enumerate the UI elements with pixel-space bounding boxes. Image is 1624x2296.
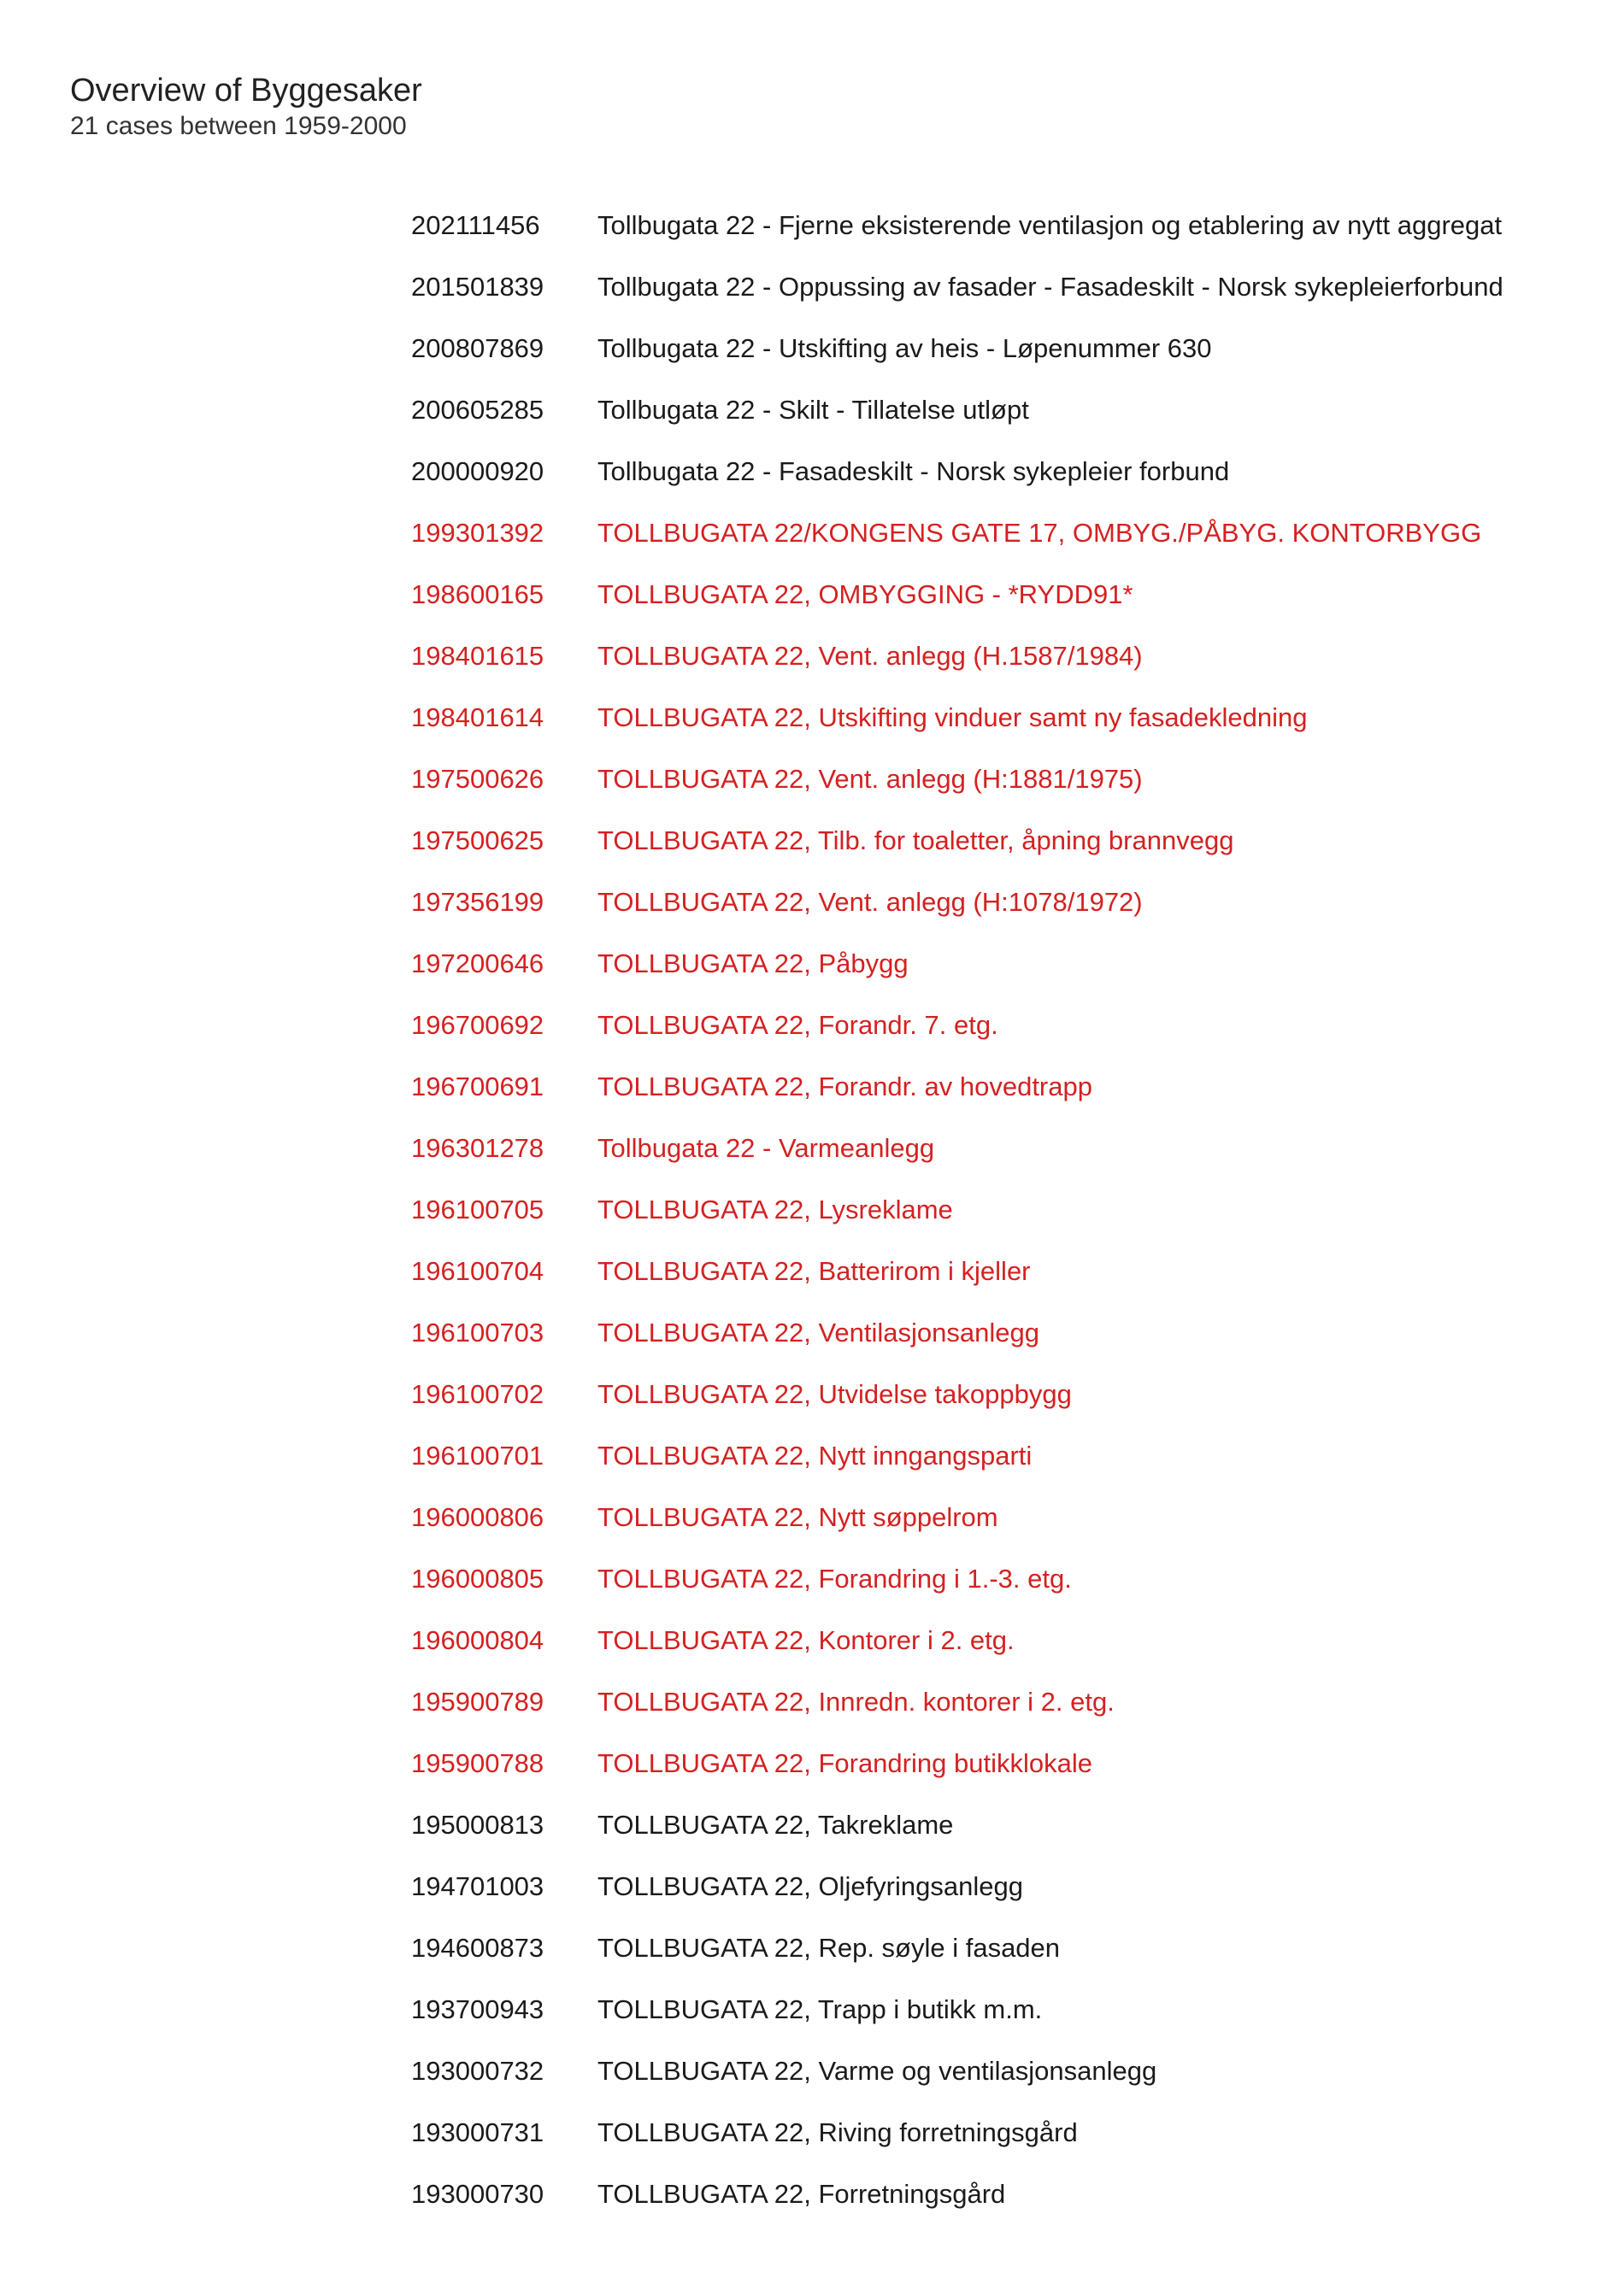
- case-id: 194600873: [411, 1933, 544, 1963]
- case-description: TOLLBUGATA 22, Forandring i 1.-3. etg.: [597, 1564, 1072, 1594]
- case-id: 193000731: [411, 2117, 544, 2147]
- case-row: [411, 1364, 1556, 1425]
- case-row: [411, 318, 1556, 379]
- case-row: [411, 1671, 1556, 1733]
- case-description: TOLLBUGATA 22, Vent. anlegg (H:1078/1972): [597, 887, 1143, 917]
- case-row: [411, 687, 1556, 749]
- case-row: [411, 1302, 1556, 1364]
- case-id: 196700691: [411, 1072, 544, 1101]
- case-description: TOLLBUGATA 22, Batterirom i kjeller: [597, 1256, 1031, 1286]
- case-row: [411, 1179, 1556, 1241]
- case-description: TOLLBUGATA 22, Nytt inngangsparti: [597, 1441, 1033, 1471]
- case-description: TOLLBUGATA 22, Utskifting vinduer samt ny fasadekledning: [597, 702, 1308, 732]
- case-description: TOLLBUGATA 22, Takreklame: [597, 1810, 954, 1840]
- case-id: 196000804: [411, 1625, 544, 1655]
- case-description: TOLLBUGATA 22, Utvidelse takoppbygg: [597, 1379, 1072, 1409]
- case-id: 197356199: [411, 887, 544, 917]
- case-description: Tollbugata 22 - Oppussing av fasader - Fasadeskilt - Norsk sykepleierforbund: [597, 272, 1503, 302]
- case-row: [411, 995, 1556, 1056]
- case-description: TOLLBUGATA 22, Tilb. for toaletter, åpning brannvegg: [597, 825, 1234, 855]
- case-id: 193000732: [411, 2056, 544, 2086]
- case-row: [411, 379, 1556, 441]
- page-subtitle: 21 cases between 1959-2000: [70, 112, 407, 140]
- case-description: TOLLBUGATA 22, Varme og ventilasjonsanlegg: [597, 2056, 1157, 2086]
- case-row: [411, 1917, 1556, 1979]
- case-id: 196700692: [411, 1010, 544, 1040]
- case-description: TOLLBUGATA 22, Oljefyringsanlegg: [597, 1871, 1023, 1901]
- case-row: [411, 1856, 1556, 1917]
- case-row: [411, 564, 1556, 625]
- case-id: 198401614: [411, 702, 544, 732]
- case-row: [411, 2102, 1556, 2164]
- case-row: [411, 2041, 1556, 2102]
- case-row: [411, 1056, 1556, 1118]
- case-id: 196100704: [411, 1256, 544, 1286]
- case-id: 197500625: [411, 825, 544, 855]
- case-row: [411, 749, 1556, 810]
- case-row: [411, 1425, 1556, 1487]
- case-description: Tollbugata 22 - Utskifting av heis - Løpenummer 630: [597, 333, 1212, 363]
- case-list: [411, 195, 1556, 2225]
- case-row: [411, 1979, 1556, 2041]
- case-id: 196000805: [411, 1564, 544, 1594]
- case-row: [411, 933, 1556, 995]
- case-row: [411, 195, 1556, 256]
- case-id: 196301278: [411, 1133, 544, 1163]
- case-id: 202111456: [411, 210, 540, 240]
- case-description: TOLLBUGATA 22, Påbygg: [597, 948, 909, 978]
- case-id: 196100705: [411, 1195, 544, 1224]
- page-title: Overview of Byggesaker: [70, 73, 422, 109]
- case-id: 195000813: [411, 1810, 544, 1840]
- document-header: [70, 72, 422, 142]
- case-row: [411, 1241, 1556, 1302]
- case-id: 201501839: [411, 272, 544, 302]
- case-id: 196000806: [411, 1502, 544, 1532]
- case-description: Tollbugata 22 - Fasadeskilt - Norsk sykepleier forbund: [597, 456, 1230, 486]
- case-description: TOLLBUGATA 22/KONGENS GATE 17, OMBYG./PÅBYG. KONTORBYGG: [597, 518, 1482, 548]
- case-row: [411, 502, 1556, 564]
- case-description: Tollbugata 22 - Fjerne eksisterende ventilasjon og etablering av nytt aggregat: [597, 210, 1503, 240]
- case-row: [411, 625, 1556, 687]
- case-id: 198600165: [411, 579, 544, 609]
- case-id: 195900789: [411, 1687, 544, 1717]
- case-description: TOLLBUGATA 22, OMBYGGING - *RYDD91*: [597, 579, 1133, 609]
- case-description: TOLLBUGATA 22, Kontorer i 2. etg.: [597, 1625, 1015, 1655]
- case-row: [411, 2164, 1556, 2225]
- case-description: TOLLBUGATA 22, Vent. anlegg (H.1587/1984): [597, 641, 1143, 671]
- case-description: TOLLBUGATA 22, Ventilasjonsanlegg: [597, 1318, 1039, 1348]
- case-description: TOLLBUGATA 22, Forretningsgård: [597, 2179, 1006, 2209]
- case-id: 197500626: [411, 764, 544, 794]
- case-description: TOLLBUGATA 22, Trapp i butikk m.m.: [597, 1994, 1043, 2024]
- case-row: [411, 1610, 1556, 1671]
- case-id: 197200646: [411, 948, 544, 978]
- case-id: 193700943: [411, 1994, 544, 2024]
- case-id: 195900788: [411, 1748, 544, 1778]
- case-id: 194701003: [411, 1871, 544, 1901]
- case-description: TOLLBUGATA 22, Riving forretningsgård: [597, 2117, 1078, 2147]
- case-row: [411, 1548, 1556, 1610]
- case-row: [411, 256, 1556, 318]
- case-id: 193000730: [411, 2179, 544, 2209]
- case-row: [411, 872, 1556, 933]
- case-row: [411, 810, 1556, 872]
- case-id: 200605285: [411, 395, 544, 425]
- case-id: 198401615: [411, 641, 544, 671]
- case-description: TOLLBUGATA 22, Lysreklame: [597, 1195, 953, 1224]
- case-description: TOLLBUGATA 22, Rep. søyle i fasaden: [597, 1933, 1061, 1963]
- case-id: 200807869: [411, 333, 544, 363]
- case-description: TOLLBUGATA 22, Innredn. kontorer i 2. etg.: [597, 1687, 1115, 1717]
- case-description: TOLLBUGATA 22, Forandring butikklokale: [597, 1748, 1092, 1778]
- case-description: TOLLBUGATA 22, Forandr. av hovedtrapp: [597, 1072, 1092, 1101]
- case-id: 200000920: [411, 456, 544, 486]
- case-row: [411, 1118, 1556, 1179]
- case-description: Tollbugata 22 - Varmeanlegg: [597, 1133, 935, 1163]
- case-row: [411, 441, 1556, 502]
- case-description: Tollbugata 22 - Skilt - Tillatelse utløpt: [597, 395, 1029, 425]
- case-row: [411, 1733, 1556, 1794]
- case-description: TOLLBUGATA 22, Forandr. 7. etg.: [597, 1010, 998, 1040]
- case-id: 196100703: [411, 1318, 544, 1348]
- case-id: 196100701: [411, 1441, 544, 1471]
- case-row: [411, 1794, 1556, 1856]
- case-description: TOLLBUGATA 22, Nytt søppelrom: [597, 1502, 998, 1532]
- case-id: 196100702: [411, 1379, 544, 1409]
- case-id: 199301392: [411, 518, 544, 548]
- case-description: TOLLBUGATA 22, Vent. anlegg (H:1881/1975): [597, 764, 1143, 794]
- case-row: [411, 1487, 1556, 1548]
